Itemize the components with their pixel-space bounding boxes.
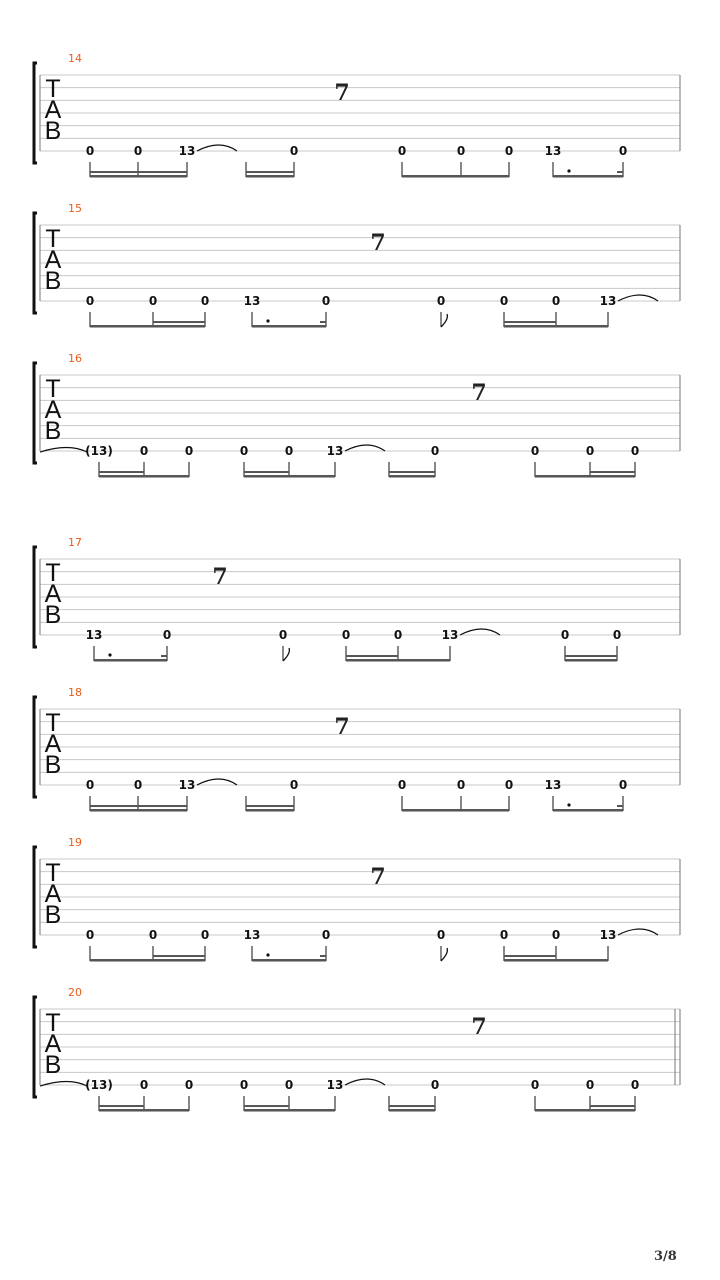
beam-secondary [504, 321, 556, 323]
system-bracket [34, 63, 37, 163]
tab-clef-letter: T [45, 375, 61, 403]
fret-number: 0 [139, 444, 149, 459]
beam [246, 175, 294, 178]
eighth-rest: 7 [471, 1014, 487, 1040]
beam-secondary [138, 805, 187, 807]
beam [389, 471, 435, 473]
fret-number: 0 [162, 628, 172, 643]
fret-number: 0 [551, 928, 561, 943]
measure-number: 19 [68, 836, 82, 849]
fret-number: 0 [341, 628, 351, 643]
beam [90, 325, 205, 328]
measure-number: 20 [68, 986, 82, 999]
fret-number: 0 [284, 444, 294, 459]
beam-secondary [138, 171, 187, 173]
fret-number: 0 [530, 1078, 540, 1093]
measure-number: 18 [68, 686, 82, 699]
eighth-rest: 7 [370, 230, 386, 256]
eighth-rest: 7 [334, 80, 350, 106]
tab-clef-letter: B [44, 901, 62, 929]
measure-number: 17 [68, 536, 82, 549]
rhythm-dot [266, 319, 269, 322]
fret-number: 0 [499, 928, 509, 943]
beam [244, 1109, 335, 1112]
tie-arc [345, 1079, 385, 1085]
tab-system [34, 686, 680, 812]
fret-number: 0 [499, 294, 509, 309]
system-bracket [34, 847, 37, 947]
beam-stub [320, 321, 326, 323]
beam [244, 475, 335, 478]
tab-clef-letter: T [45, 559, 61, 587]
fret-number: 0 [397, 144, 407, 159]
fret-number: 0 [148, 928, 158, 943]
tab-clef-letter: A [44, 396, 62, 424]
system-bracket [34, 997, 37, 1097]
rhythm-dot [266, 953, 269, 956]
fret-number: 0 [289, 778, 299, 793]
eighth-rest: 7 [334, 714, 350, 740]
tie-arc [197, 779, 237, 785]
eighth-rest: 7 [212, 564, 228, 590]
fret-number: 0 [430, 1078, 440, 1093]
fret-number: 0 [456, 144, 466, 159]
rhythm-dot [567, 803, 570, 806]
fret-number: 0 [504, 778, 514, 793]
fret-number: 0 [504, 144, 514, 159]
beam-secondary [590, 471, 635, 473]
rhythm-dot [567, 169, 570, 172]
fret-number: 0 [239, 1078, 249, 1093]
fret-number: 13 [243, 928, 261, 943]
measure-number: 16 [68, 352, 82, 365]
tab-clef-letter: T [45, 225, 61, 253]
tab-clef-letter: B [44, 267, 62, 295]
beam-secondary [153, 321, 205, 323]
eighth-rest: 7 [370, 864, 386, 890]
fret-number: 0 [393, 628, 403, 643]
fret-number: 13 [599, 294, 617, 309]
fret-number: 0 [321, 294, 331, 309]
eighth-rest: 7 [471, 380, 487, 406]
beam-secondary [504, 955, 556, 957]
tab-clef-letter: T [45, 75, 61, 103]
beam [402, 175, 509, 178]
fret-number: 0 [85, 144, 95, 159]
beam [346, 659, 450, 662]
fret-number: 13 [85, 628, 103, 643]
tab-clef-letter: B [44, 417, 62, 445]
beam [553, 175, 623, 178]
measure-number: 15 [68, 202, 82, 215]
tab-system [34, 986, 680, 1112]
beam-stub [617, 171, 623, 173]
fret-number: 0 [456, 778, 466, 793]
tab-clef-letter: B [44, 601, 62, 629]
fret-number: 13 [599, 928, 617, 943]
beam-secondary [90, 805, 138, 807]
system-bracket [34, 697, 37, 797]
system-bracket [34, 213, 37, 313]
beam-secondary [590, 1105, 635, 1107]
fret-number: 13 [441, 628, 459, 643]
beam-secondary [244, 1105, 289, 1107]
fret-number: 0 [200, 294, 210, 309]
tab-clef-letter: A [44, 580, 62, 608]
tab-clef-letter: A [44, 880, 62, 908]
tab-clef-letter: B [44, 1051, 62, 1079]
tab-system [34, 836, 680, 962]
tie-arc [460, 629, 500, 635]
beam [90, 175, 187, 178]
fret-number: 0 [278, 628, 288, 643]
tab-clef-letter: A [44, 246, 62, 274]
tab-system [34, 52, 680, 178]
tab-system [34, 536, 680, 662]
fret-number: 0 [85, 294, 95, 309]
fret-number: 0 [184, 1078, 194, 1093]
note-flag [441, 314, 447, 327]
beam [535, 475, 635, 478]
beam-stub [161, 655, 167, 657]
tab-clef-letter: T [45, 859, 61, 887]
beam-secondary [99, 1105, 144, 1107]
fret-number: 13 [544, 778, 562, 793]
beam [246, 171, 294, 173]
fret-number: 0 [618, 144, 628, 159]
beam [389, 475, 435, 478]
measure-number: 14 [68, 52, 82, 65]
rhythm-dot [108, 653, 111, 656]
fret-number: 13 [544, 144, 562, 159]
fret-number: 0 [618, 778, 628, 793]
beam [389, 1109, 435, 1112]
beam-secondary [565, 655, 617, 657]
fret-number: 0 [85, 778, 95, 793]
fret-number: 0 [612, 628, 622, 643]
beam-secondary [346, 655, 398, 657]
fret-number: (13) [85, 444, 113, 459]
fret-number: 0 [139, 1078, 149, 1093]
beam [504, 325, 608, 328]
beam [99, 1109, 189, 1112]
beam [535, 1109, 635, 1112]
fret-number: 0 [133, 144, 143, 159]
beam-secondary [90, 171, 138, 173]
fret-number: (13) [85, 1078, 113, 1093]
fret-number: 0 [430, 444, 440, 459]
system-bracket [34, 363, 37, 463]
tab-clef-letter: A [44, 1030, 62, 1058]
beam [553, 809, 623, 812]
beam [94, 659, 167, 662]
tab-clef-letter: A [44, 96, 62, 124]
tab-clef-letter: B [44, 117, 62, 145]
fret-number: 0 [184, 444, 194, 459]
fret-number: 0 [239, 444, 249, 459]
beam [389, 1105, 435, 1107]
tab-clef-letter: B [44, 751, 62, 779]
beam [252, 325, 326, 328]
beam [246, 809, 294, 812]
beam-secondary [99, 471, 144, 473]
tab-system [34, 352, 680, 478]
tie-arc [197, 145, 237, 151]
beam-stub [617, 805, 623, 807]
beam [99, 475, 189, 478]
note-flag [441, 948, 447, 961]
system-bracket [34, 547, 37, 647]
tie-arc [618, 929, 658, 935]
fret-number: 0 [630, 444, 640, 459]
fret-number: 0 [200, 928, 210, 943]
tab-clef-letter: T [45, 1009, 61, 1037]
tab-clef-letter: T [45, 709, 61, 737]
fret-number: 0 [551, 294, 561, 309]
tab-system [34, 202, 680, 328]
beam [252, 959, 326, 962]
page-number: 3/8 [654, 1249, 677, 1264]
fret-number: 13 [326, 1078, 344, 1093]
fret-number: 0 [560, 628, 570, 643]
fret-number: 0 [284, 1078, 294, 1093]
fret-number: 13 [178, 778, 196, 793]
beam [90, 809, 187, 812]
fret-number: 0 [436, 928, 446, 943]
beam-stub [320, 955, 326, 957]
fret-number: 0 [397, 778, 407, 793]
fret-number: 0 [585, 1078, 595, 1093]
fret-number: 0 [148, 294, 158, 309]
beam [90, 959, 205, 962]
fret-number: 0 [289, 144, 299, 159]
tie-arc [618, 295, 658, 301]
note-flag [283, 648, 289, 661]
fret-number: 0 [585, 444, 595, 459]
beam-secondary [244, 471, 289, 473]
tie-arc [345, 445, 385, 451]
fret-number: 0 [630, 1078, 640, 1093]
fret-number: 0 [85, 928, 95, 943]
beam [565, 659, 617, 662]
beam [402, 809, 509, 812]
fret-number: 13 [243, 294, 261, 309]
fret-number: 13 [326, 444, 344, 459]
fret-number: 0 [436, 294, 446, 309]
fret-number: 13 [178, 144, 196, 159]
fret-number: 0 [530, 444, 540, 459]
fret-number: 0 [321, 928, 331, 943]
beam [246, 805, 294, 807]
beam [504, 959, 608, 962]
fret-number: 0 [133, 778, 143, 793]
beam-secondary [153, 955, 205, 957]
tab-clef-letter: A [44, 730, 62, 758]
